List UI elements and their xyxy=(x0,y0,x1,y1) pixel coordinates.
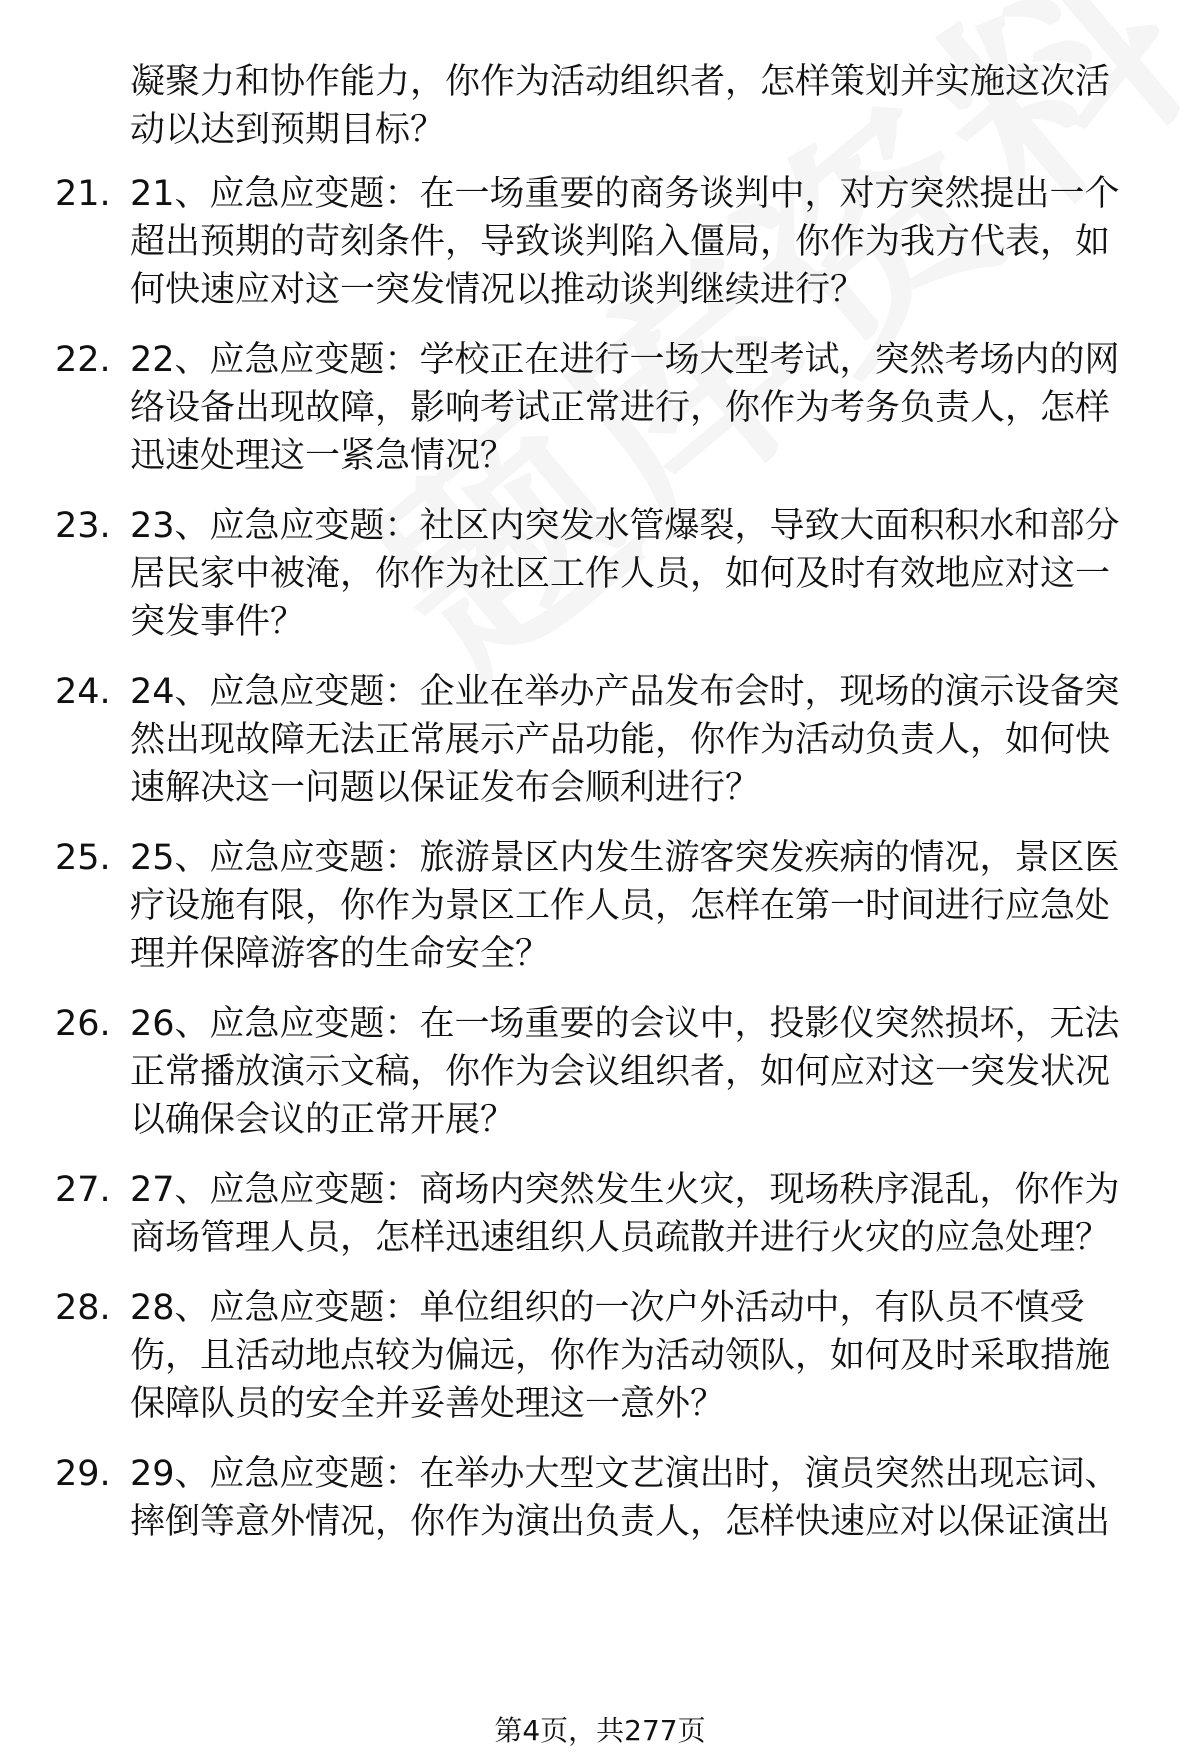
item-number: 24. xyxy=(55,672,111,712)
item-number: 23. xyxy=(55,506,111,546)
item-number: 26. xyxy=(55,1004,111,1044)
item-number: 28. xyxy=(55,1288,111,1328)
item-text: 29、应急应变题：在举办大型文艺演出时，演员突然出现忘词、摔倒等意外情况，你作为演出负责人，怎样快速应对以保证演出 xyxy=(130,1454,1120,1542)
item-number: 21. xyxy=(55,174,111,214)
continued-question-text: 凝聚力和协作能力，你作为活动组织者，怎样策划并实施这次活动以达到预期目标？ xyxy=(130,62,1111,150)
item-number: 29. xyxy=(55,1454,111,1494)
item-text: 23、应急应变题：社区内突发水管爆裂，导致大面积积水和部分居民家中被淹，你作为社区工作人员，如何及时有效地应对这一突发事件？ xyxy=(130,506,1120,642)
item-text: 26、应急应变题：在一场重要的会议中，投影仪突然损坏，无法正常播放演示文稿，你作为会议组织者，如何应对这一突发状况以确保会议的正常开展？ xyxy=(130,1004,1120,1140)
item-text: 28、应急应变题：单位组织的一次户外活动中，有队员不慎受伤，且活动地点较为偏远，你作为活动领队，如何及时采取措施保障队员的安全并妥善处理这一意外？ xyxy=(130,1288,1111,1424)
item-text: 27、应急应变题：商场内突然发生火灾，现场秩序混乱，你作为商场管理人员，怎样迅速组织人员疏散并进行火灾的应急处理？ xyxy=(130,1170,1120,1258)
item-number: 27. xyxy=(55,1170,111,1210)
item-text: 25、应急应变题：旅游景区内发生游客突发疾病的情况，景区医疗设施有限，你作为景区工作人员，怎样在第一时间进行应急处理并保障游客的生命安全？ xyxy=(130,838,1120,974)
item-number: 25. xyxy=(55,838,111,878)
item-text: 22、应急应变题：学校正在进行一场大型考试，突然考场内的网络设备出现故障，影响考试正常进行，你作为考务负责人，怎样迅速处理这一紧急情况？ xyxy=(130,340,1120,476)
item-text: 21、应急应变题：在一场重要的商务谈判中，对方突然提出一个超出预期的苛刻条件，导致谈判陷入僵局，你作为我方代表，如何快速应对这一突发情况以推动谈判继续进行？ xyxy=(130,174,1120,310)
item-text: 24、应急应变题：企业在举办产品发布会时，现场的演示设备突然出现故障无法正常展示产品功能，你作为活动负责人，如何快速解决这一问题以保证发布会顺利进行？ xyxy=(130,672,1120,808)
page-number-footer: 第4页，共277页 xyxy=(494,1714,706,1747)
item-number: 22. xyxy=(55,340,111,380)
